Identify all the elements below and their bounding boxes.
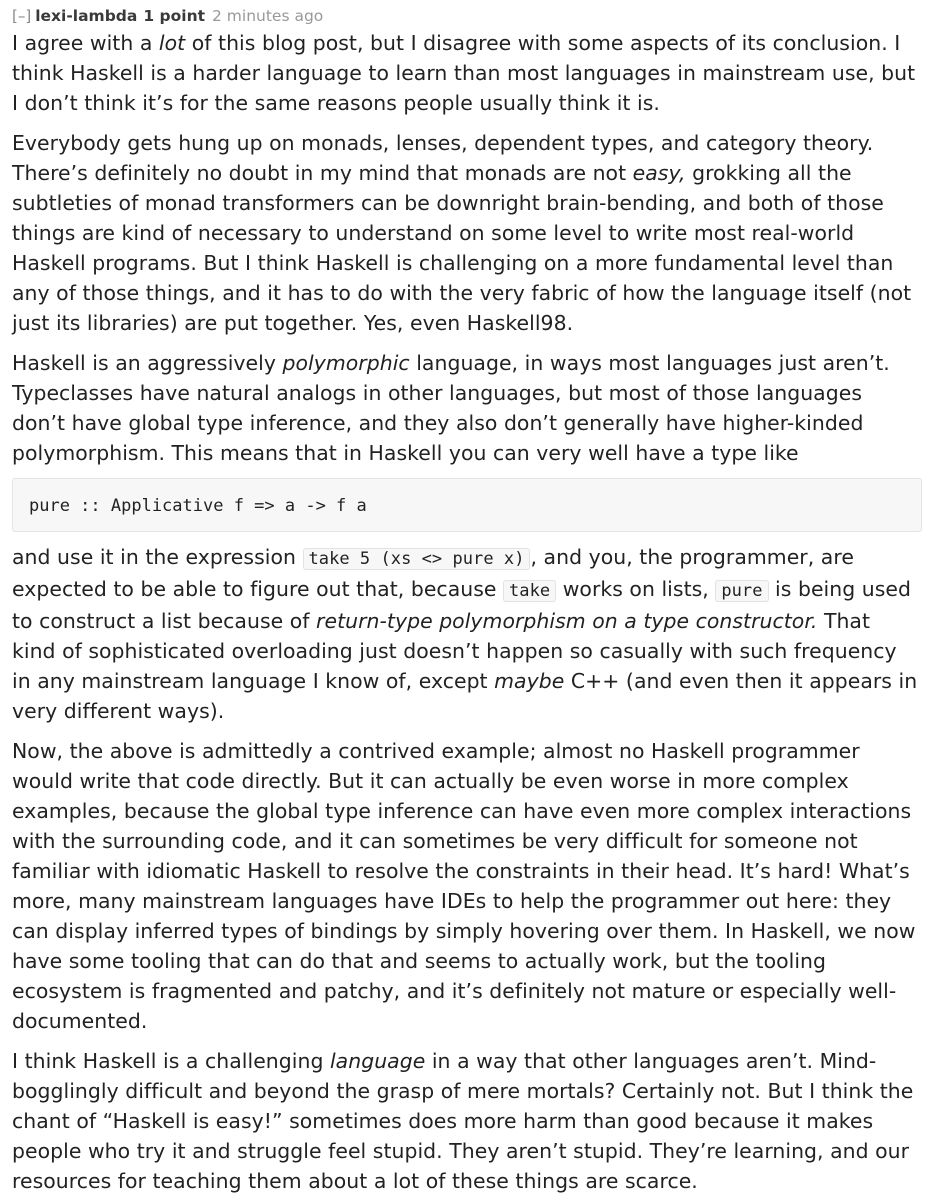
inline-code: take bbox=[503, 580, 556, 602]
comment-timestamp: 2 minutes ago bbox=[212, 7, 324, 25]
paragraph-2 bbox=[12, 128, 918, 338]
emphasis: language bbox=[329, 1049, 426, 1073]
text: I agree with a bbox=[12, 31, 159, 55]
text: I think Haskell is a challenging bbox=[12, 1049, 330, 1073]
comment-tagline bbox=[12, 6, 918, 28]
emphasis: polymorphic bbox=[282, 351, 410, 375]
text: Haskell is an aggressively bbox=[12, 351, 283, 375]
comment-body bbox=[12, 28, 918, 1196]
text: grokking all the subtleties of monad transformers can be downright brain-bending, and both of those things are kind of necessary to understand on some level to write most real-world Haskell programs. But I think Haskell is challenging on a more fundamental level than any of those things, and it has to do with the very fabric of how the language itself (not just its libraries) are put together. Yes, even Haskell98. bbox=[12, 161, 912, 335]
code-block-text: pure :: Applicative f => a -> f a bbox=[29, 496, 367, 516]
inline-code: take 5 (xs <> pure x) bbox=[303, 548, 531, 570]
inline-code: pure bbox=[715, 580, 768, 602]
text: C++ (and even then it appears in very different ways). bbox=[12, 669, 918, 723]
paragraph-5 bbox=[12, 736, 918, 1036]
emphasis: return-type polymorphism on a type constructor. bbox=[316, 609, 818, 633]
text: language, in ways most languages just aren’t. Typeclasses have natural analogs in other languages, but most of those languages don’t have global type inference, and they also don’t generally have higher-kinded polymorphism. This means that in Haskell you can very well have a type like bbox=[12, 351, 890, 465]
collapse-toggle[interactable]: [–] bbox=[12, 7, 32, 25]
comment-score: 1 point bbox=[143, 7, 206, 25]
emphasis: easy, bbox=[632, 161, 686, 185]
text: , and you, the programmer, are expected to be able to figure out that, because bbox=[12, 545, 854, 601]
author-link[interactable]: lexi-lambda bbox=[35, 7, 138, 25]
emphasis: lot bbox=[158, 31, 186, 55]
text: Now, the above is admittedly a contrived example; almost no Haskell programmer would write that code directly. But it can actually be even worse in more complex examples, because the global type inference can have even more complex interactions with the surrounding code, and it can sometimes be very difficult for someone not familiar with idiomatic Haskell to resolve the constraints in their head. It’s hard! What’s more, many mainstream languages have IDEs to help the programmer out here: they can display inferred types of bindings by simply hovering over them. In Haskell, we now have some tooling that can do that and seems to actually work, but the tooling ecosystem is fragmented and patchy, and it’s definitely not mature or especially well-documented. bbox=[12, 739, 916, 1033]
emphasis: maybe bbox=[494, 669, 565, 693]
text: is being used to construct a list because of bbox=[12, 577, 911, 633]
paragraph-4 bbox=[12, 542, 918, 726]
paragraph-3 bbox=[12, 348, 918, 468]
paragraph-6 bbox=[12, 1046, 918, 1196]
text: in a way that other languages aren’t. Mind-bogglingly difficult and beyond the grasp of mere mortals? Certainly not. But I think the chant of “Haskell is easy!” sometimes does more harm than good because it makes people who try it and struggle feel stupid. They aren’t stupid. They’re learning, and our resources for teaching them about a lot of these things are scarce. bbox=[12, 1049, 914, 1193]
text: and use it in the expression bbox=[12, 545, 303, 569]
text: That kind of sophisticated overloading just doesn’t happen so casually with such frequency in any mainstream language I know of, except bbox=[12, 609, 897, 693]
text: Everybody gets hung up on monads, lenses, dependent types, and category theory. There’s definitely no doubt in my mind that monads are not bbox=[12, 131, 874, 185]
text: works on lists, bbox=[556, 577, 716, 601]
paragraph-1 bbox=[12, 28, 918, 118]
code-block bbox=[12, 478, 922, 532]
text: of this blog post, but I disagree with some aspects of its conclusion. I think Haskell is a harder language to learn than most languages in mainstream use, but I don’t think it’s for the same reasons people usually think it is. bbox=[12, 31, 916, 115]
